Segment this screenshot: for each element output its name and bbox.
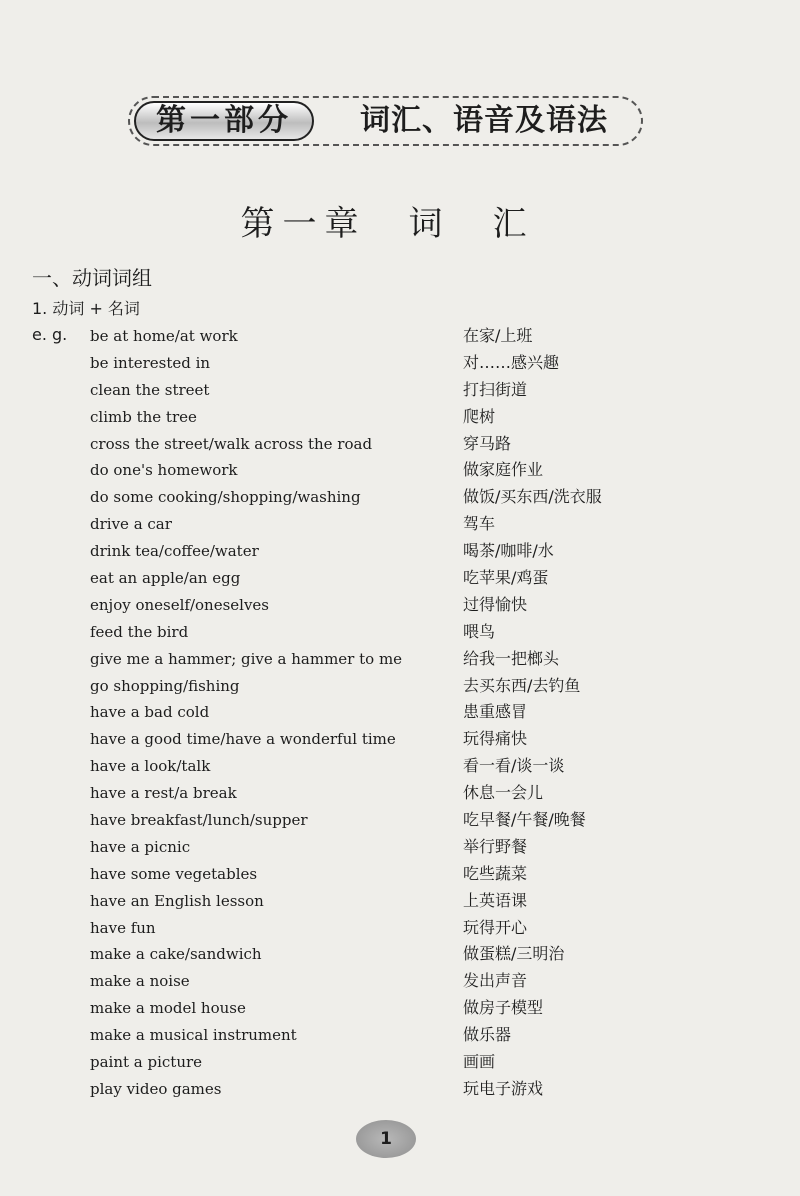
vocab-english: enjoy oneself/oneselves <box>90 595 269 614</box>
vocab-row <box>0 483 800 510</box>
vocab-english: have a bad cold <box>90 703 210 722</box>
vocab-row <box>0 806 800 833</box>
vocab-english: eat an apple/an egg <box>90 569 241 588</box>
vocab-row <box>0 779 800 806</box>
vocab-chinese: 做家庭作业 <box>463 460 544 480</box>
vocab-chinese: 玩电子游戏 <box>463 1078 544 1098</box>
vocab-row <box>0 994 800 1021</box>
vocab-english: have an English lesson <box>90 891 264 910</box>
vocab-chinese: 上英语课 <box>463 890 528 910</box>
vocab-english: be interested in <box>90 353 211 372</box>
vocab-chinese: 玩得开心 <box>463 917 528 937</box>
vocab-chinese: 打扫街道 <box>463 379 528 399</box>
vocab-chinese: 给我一把榔头 <box>463 648 560 668</box>
vocab-chinese: 对……感兴趣 <box>463 352 560 372</box>
vocab-english: have a good time/have a wonderful time <box>90 730 396 749</box>
vocab-chinese: 吃苹果/鸡蛋 <box>463 568 549 588</box>
vocab-chinese: 过得愉快 <box>463 594 528 614</box>
vocab-chinese: 做蛋糕/三明治 <box>463 944 565 964</box>
vocab-row <box>0 591 800 618</box>
vocab-chinese: 发出声音 <box>463 971 528 991</box>
vocab-row <box>0 833 800 860</box>
vocab-english: cross the street/walk across the road <box>90 434 373 453</box>
vocab-chinese: 去买东西/去钓鱼 <box>463 675 581 695</box>
vocab-english: have fun <box>90 918 156 937</box>
vocab-row <box>0 887 800 914</box>
part-banner <box>128 90 643 152</box>
vocab-chinese: 做乐器 <box>463 1025 512 1045</box>
vocab-chinese: 吃早餐/午餐/晚餐 <box>463 810 586 830</box>
part-label: 第一部分 <box>134 101 314 141</box>
page-number: 1 <box>380 1129 392 1149</box>
example-label: e. g. <box>32 325 68 344</box>
vocab-row <box>0 1021 800 1048</box>
vocab-row <box>0 860 800 887</box>
vocab-english: paint a picture <box>90 1053 203 1072</box>
vocab-row <box>0 1075 800 1102</box>
vocab-english: clean the street <box>90 380 210 399</box>
subsection-title: 1. 动词 + 名词 <box>32 299 140 318</box>
vocab-row <box>0 403 800 430</box>
vocab-chinese: 举行野餐 <box>463 836 528 856</box>
vocab-row <box>0 725 800 752</box>
vocab-row <box>0 510 800 537</box>
vocab-row <box>0 914 800 941</box>
vocab-row <box>0 322 800 349</box>
vocab-english: have a picnic <box>90 837 191 856</box>
vocab-row <box>0 672 800 699</box>
vocab-row <box>0 1048 800 1075</box>
vocab-chinese: 做饭/买东西/洗衣服 <box>463 487 602 507</box>
vocab-english: play video games <box>90 1079 222 1098</box>
page-number-tab <box>356 1120 416 1158</box>
vocab-row <box>0 456 800 483</box>
vocab-english: drink tea/coffee/water <box>90 542 259 561</box>
vocab-english: have breakfast/lunch/supper <box>90 811 308 830</box>
vocab-english: drive a car <box>90 515 172 534</box>
vocab-row <box>0 618 800 645</box>
vocab-english: give me a hammer; give a hammer to me <box>90 649 403 668</box>
vocab-chinese: 喂鸟 <box>463 621 496 641</box>
part-title: 词汇、语音及语法 <box>360 103 608 138</box>
vocab-row <box>0 645 800 672</box>
vocab-chinese: 看一看/谈一谈 <box>463 756 565 776</box>
vocab-chinese: 穿马路 <box>463 433 512 453</box>
vocab-english: make a musical instrument <box>90 1026 297 1045</box>
vocab-row <box>0 752 800 779</box>
vocab-chinese: 做房子模型 <box>463 998 544 1018</box>
vocab-chinese: 驾车 <box>463 514 496 534</box>
vocab-english: feed the bird <box>90 622 189 641</box>
vocab-row <box>0 698 800 725</box>
vocab-english: make a model house <box>90 999 246 1018</box>
vocab-english: be at home/at work <box>90 327 238 345</box>
vocab-english: do some cooking/shopping/washing <box>90 488 361 507</box>
vocab-chinese: 在家/上班 <box>463 326 533 345</box>
vocab-chinese: 吃些蔬菜 <box>463 863 528 883</box>
vocab-chinese: 爬树 <box>463 406 496 426</box>
vocab-row <box>0 537 800 564</box>
section-title: 一、动词词组 <box>32 266 152 290</box>
vocab-english: have a look/talk <box>90 757 211 776</box>
vocab-row <box>0 349 800 376</box>
vocab-english: have some vegetables <box>90 864 258 883</box>
vocab-row <box>0 940 800 967</box>
chapter-title: 第一章 词 汇 <box>240 204 535 244</box>
vocab-english: make a cake/sandwich <box>90 945 262 964</box>
vocab-chinese: 画画 <box>463 1052 496 1072</box>
vocabulary-list <box>0 322 800 1102</box>
vocab-chinese: 喝茶/咖啡/水 <box>463 541 554 561</box>
vocab-chinese: 患重感冒 <box>463 702 528 722</box>
vocab-row <box>0 430 800 457</box>
vocab-english: go shopping/fishing <box>90 676 240 695</box>
vocab-english: climb the tree <box>90 407 197 426</box>
vocab-row <box>0 376 800 403</box>
vocab-english: do one's homework <box>90 461 238 480</box>
vocab-chinese: 玩得痛快 <box>463 729 528 749</box>
vocab-english: make a noise <box>90 972 190 991</box>
vocab-english: have a rest/a break <box>90 784 237 803</box>
vocab-row <box>0 967 800 994</box>
vocab-chinese: 休息一会儿 <box>463 783 544 803</box>
vocab-row <box>0 564 800 591</box>
